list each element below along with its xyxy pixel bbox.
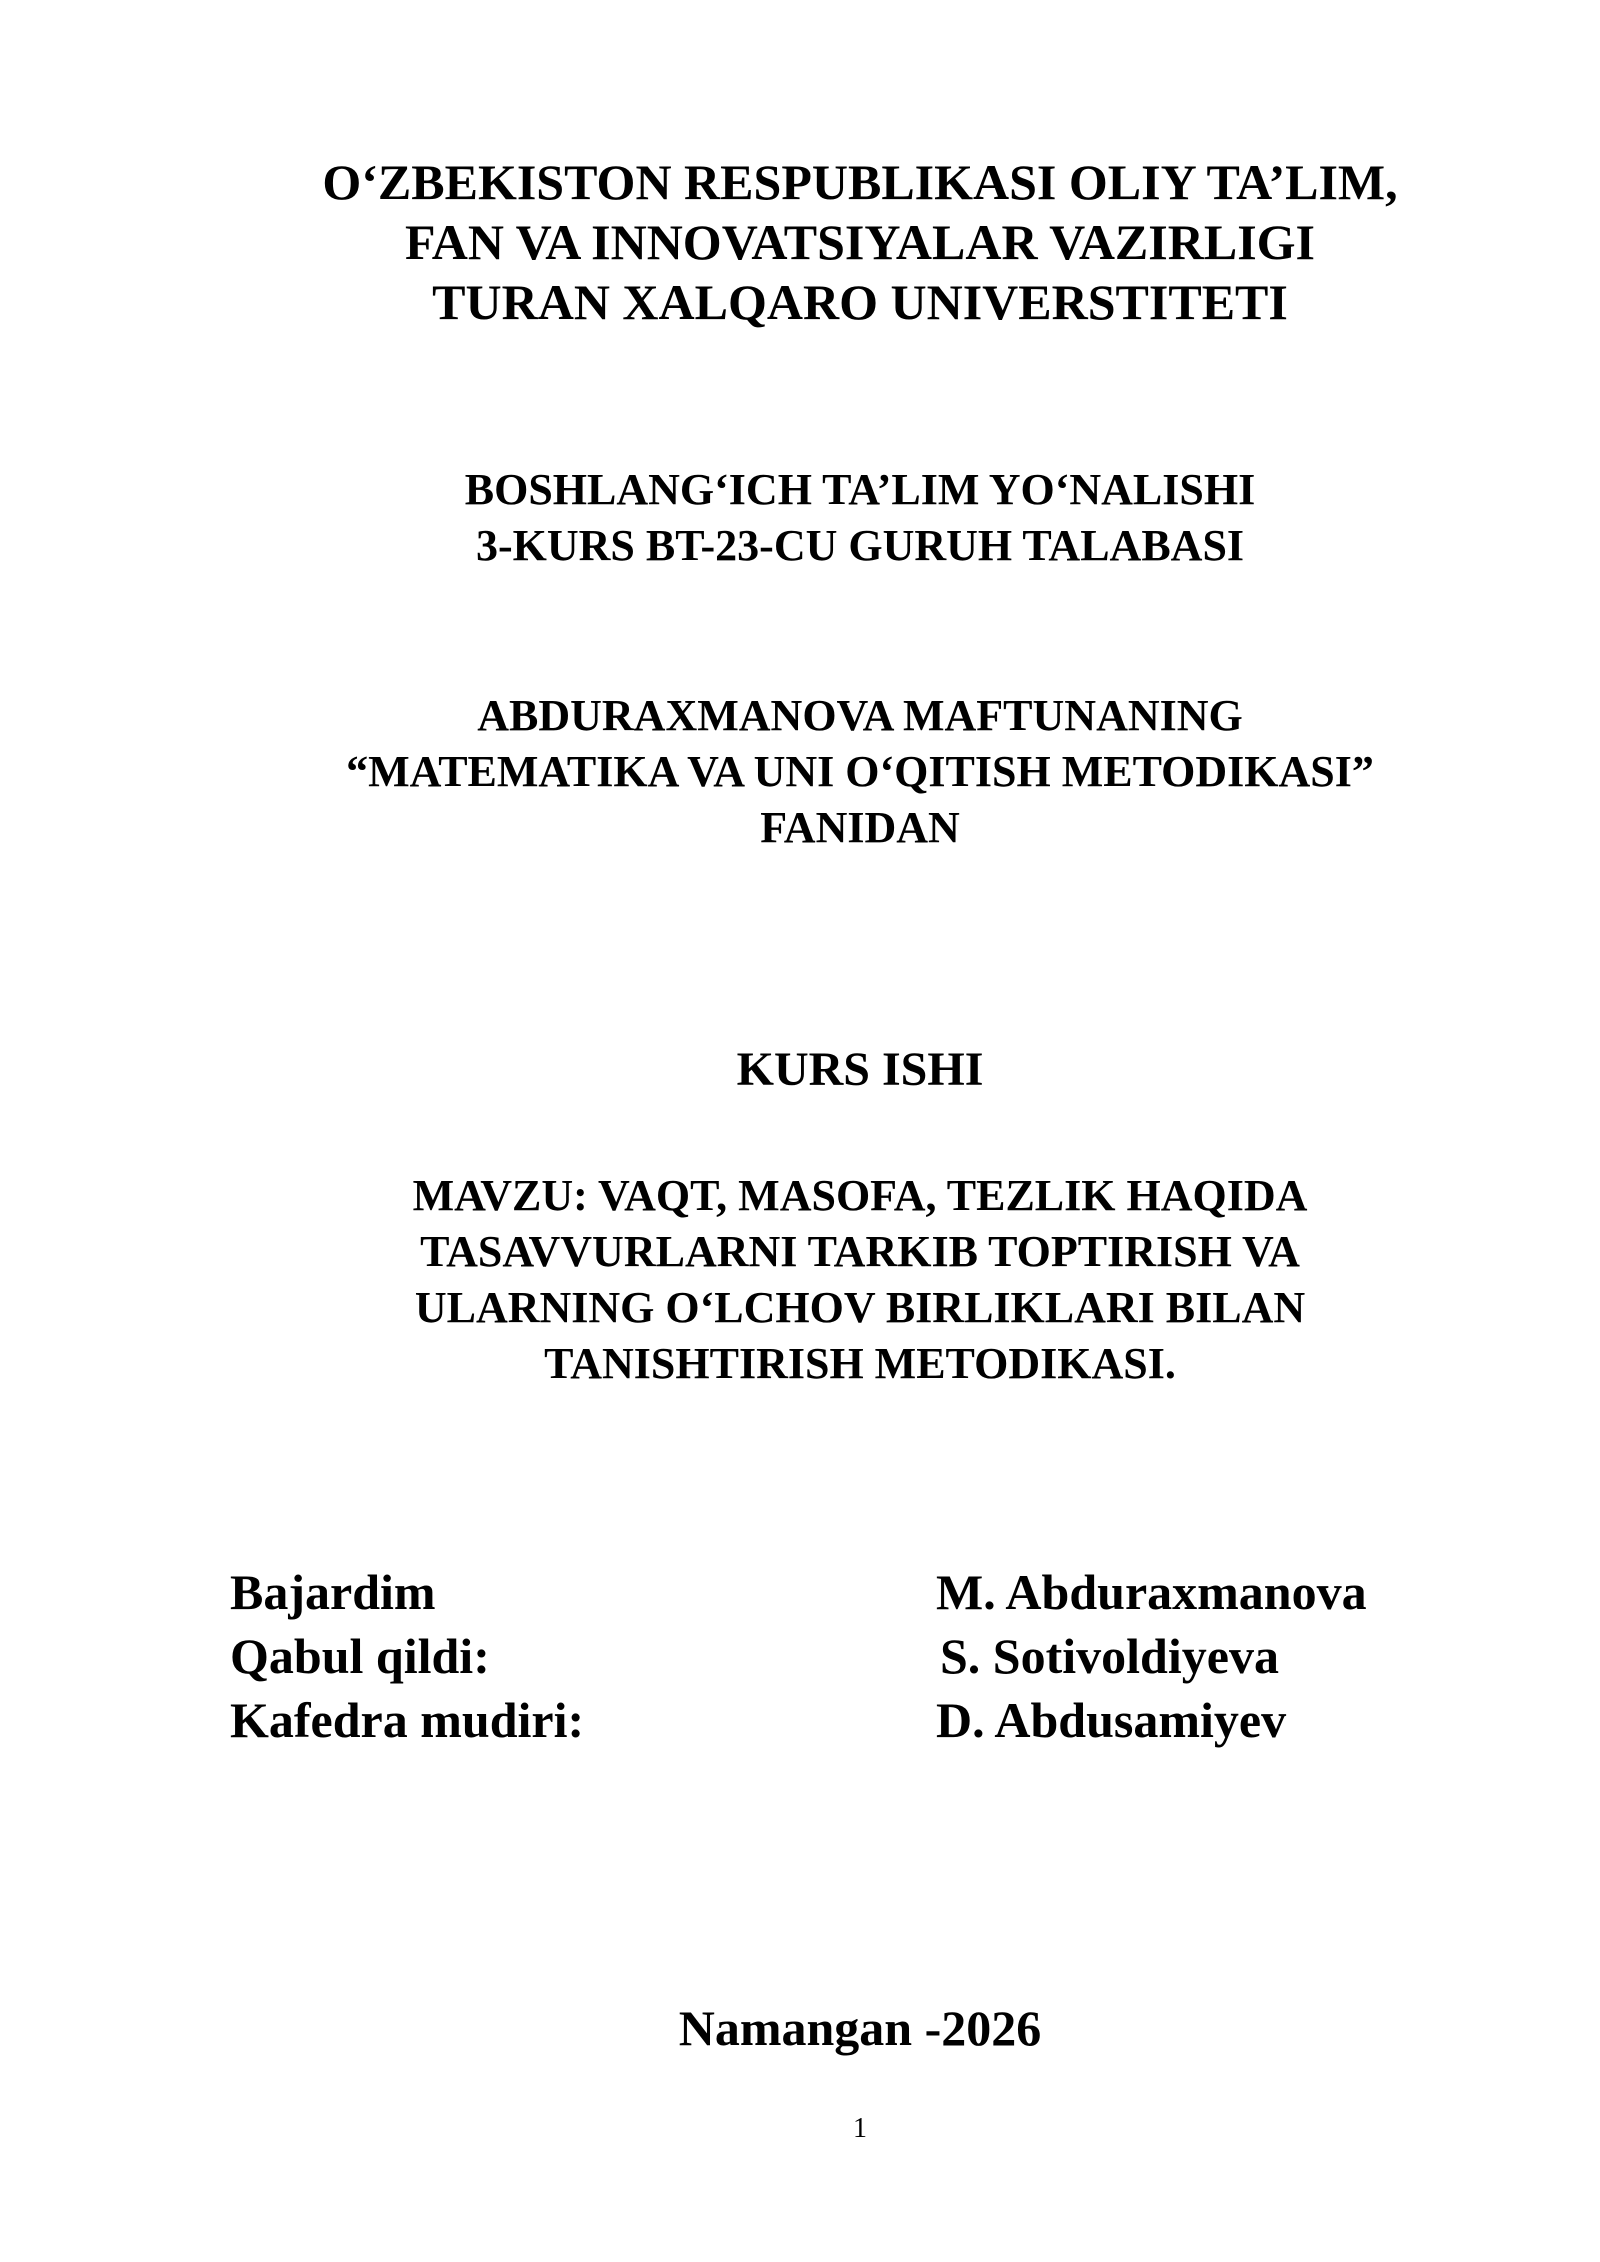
student-name: ABDURAXMANOVA MAFTUNANING bbox=[477, 691, 1243, 740]
subject-suffix: FANIDAN bbox=[760, 803, 960, 852]
university-name: TURAN XALQARO UNIVERSTITETI bbox=[432, 274, 1288, 330]
page-number: 1 bbox=[853, 2113, 867, 2144]
work-type-label: KURS ISHI bbox=[736, 1043, 984, 1096]
signature-role: Kafedra mudiri: bbox=[230, 1692, 585, 1748]
work-type-title bbox=[0, 1040, 1600, 1100]
ministry-line: O‘ZBEKISTON RESPUBLIKASI OLIY TA’LIM, bbox=[322, 154, 1398, 210]
direction-block bbox=[0, 462, 1600, 574]
signature-row-accepted bbox=[230, 1624, 1430, 1688]
ministry-header bbox=[0, 152, 1600, 332]
signature-name: S. Sotivoldiyeva bbox=[940, 1628, 1279, 1684]
signature-role: Qabul qildi: bbox=[230, 1628, 490, 1684]
signature-block bbox=[230, 1560, 1430, 1752]
direction-line: BOSHLANG‘ICH TA’LIM YO‘NALISHI bbox=[464, 465, 1256, 514]
topic-line: TANISHTIRISH METODIKASI. bbox=[544, 1339, 1176, 1388]
place-year bbox=[0, 1996, 1600, 2060]
topic-line: ULARNING O‘LCHOV BIRLIKLARI BILAN bbox=[414, 1283, 1306, 1332]
signature-name: D. Abdusamiyev bbox=[936, 1692, 1287, 1748]
topic-block bbox=[0, 1168, 1600, 1392]
group-line: 3-KURS BT-23-CU GURUH TALABASI bbox=[475, 521, 1245, 570]
subject-name: “MATEMATIKA VA UNI O‘QITISH METODIKASI” bbox=[346, 747, 1374, 796]
topic-line: MAVZU: VAQT, MASOFA, TEZLIK HAQIDA bbox=[412, 1171, 1308, 1220]
signature-role: Bajardim bbox=[230, 1564, 436, 1620]
student-block bbox=[0, 688, 1600, 856]
signature-row-performed bbox=[230, 1560, 1430, 1624]
ministry-line: FAN VA INNOVATSIYALAR VAZIRLIGI bbox=[404, 214, 1316, 270]
signature-name: M. Abduraxmanova bbox=[936, 1564, 1367, 1620]
topic-line: TASAVVURLARNI TARKIB TOPTIRISH VA bbox=[420, 1227, 1300, 1276]
signature-row-head bbox=[230, 1688, 1430, 1752]
place-year-text: Namangan -2026 bbox=[678, 2000, 1042, 2056]
